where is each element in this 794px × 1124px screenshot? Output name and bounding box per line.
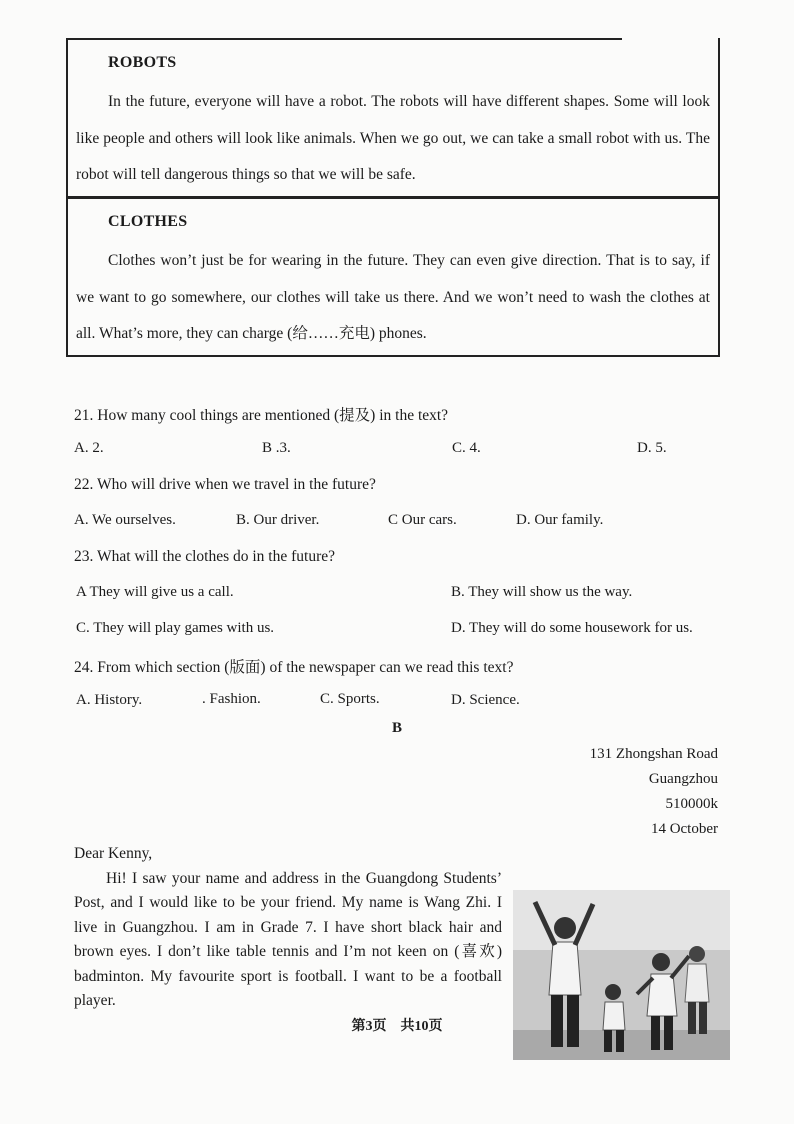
robots-box xyxy=(66,38,720,198)
clothes-text: Clothes won’t just be for wearing in the future. They can even give direction. That is to say, if we want to go somewhere, our clothes will take us there. And we won’t need to wash the clothes at all. What’s more, they can charge (给……充电) phones. xyxy=(76,252,710,342)
question-23: 23. What will the clothes do in the future? xyxy=(74,548,335,565)
q24-option-d[interactable]: D. Science. xyxy=(451,692,520,708)
section-b-heading: B xyxy=(391,720,402,736)
robots-heading: ROBOTS xyxy=(108,54,177,71)
q22-option-b[interactable]: B. Our driver. xyxy=(236,512,320,528)
q22-option-d[interactable]: D. Our family. xyxy=(516,512,604,528)
q23-option-d[interactable]: D. They will do some housework for us. xyxy=(451,620,693,636)
q21-option-d[interactable]: D. 5. xyxy=(637,440,667,456)
question-24: 24. From which section (版面) of the newspaper can we read this text? xyxy=(74,659,514,676)
page-footer: 第3页 共10页 xyxy=(351,1019,443,1034)
letter-body: Hi! I saw your name and address in the Guangdong Students’ Post, and I would like to be your friend. My name is Wang Zhi. I live in Guangzhou. I am in Grade 7. I have short black hair and brown eyes. I don’t like table tennis and I’m not keen on (喜欢) badminton. My favourite sport is football. I want to be a football player. xyxy=(74,869,502,1009)
q21-option-c[interactable]: C. 4. xyxy=(452,440,481,456)
letter-address xyxy=(590,742,718,842)
question-21: 21. How many cool things are mentioned (提及) in the text? xyxy=(74,407,449,424)
address-city: Guangzhou xyxy=(648,771,718,787)
q24-option-b[interactable]: . Fashion. xyxy=(202,691,261,707)
q21-option-a[interactable]: A. 2. xyxy=(74,440,104,456)
q22-option-a[interactable]: A. We ourselves. xyxy=(74,512,176,528)
q24-option-c[interactable]: C. Sports. xyxy=(320,691,380,707)
letter-date: 14 October xyxy=(650,821,718,837)
clothes-box xyxy=(66,197,720,357)
q23-option-c[interactable]: C. They will play games with us. xyxy=(76,620,275,636)
question-22: 22. Who will drive when we travel in the future? xyxy=(74,476,376,493)
q23-option-b[interactable]: B. They will show us the way. xyxy=(451,584,633,600)
address-street: 131 Zhongshan Road xyxy=(589,746,718,762)
clothes-heading: CLOTHES xyxy=(108,213,188,230)
address-postcode: 510000k xyxy=(665,796,718,812)
q22-option-c[interactable]: C Our cars. xyxy=(388,512,457,528)
q24-option-a[interactable]: A. History. xyxy=(76,692,143,708)
q21-option-b[interactable]: B .3. xyxy=(262,440,291,456)
letter-greeting: Dear Kenny, xyxy=(74,845,153,862)
q23-option-a[interactable]: A They will give us a call. xyxy=(76,584,234,600)
robots-text: In the future, everyone will have a robot. The robots will have different shapes. Some will look like people and others will look like animals. When we go out, we can take a small robot with us. The robot will tell dangerous things so that we will be safe. xyxy=(76,93,710,183)
